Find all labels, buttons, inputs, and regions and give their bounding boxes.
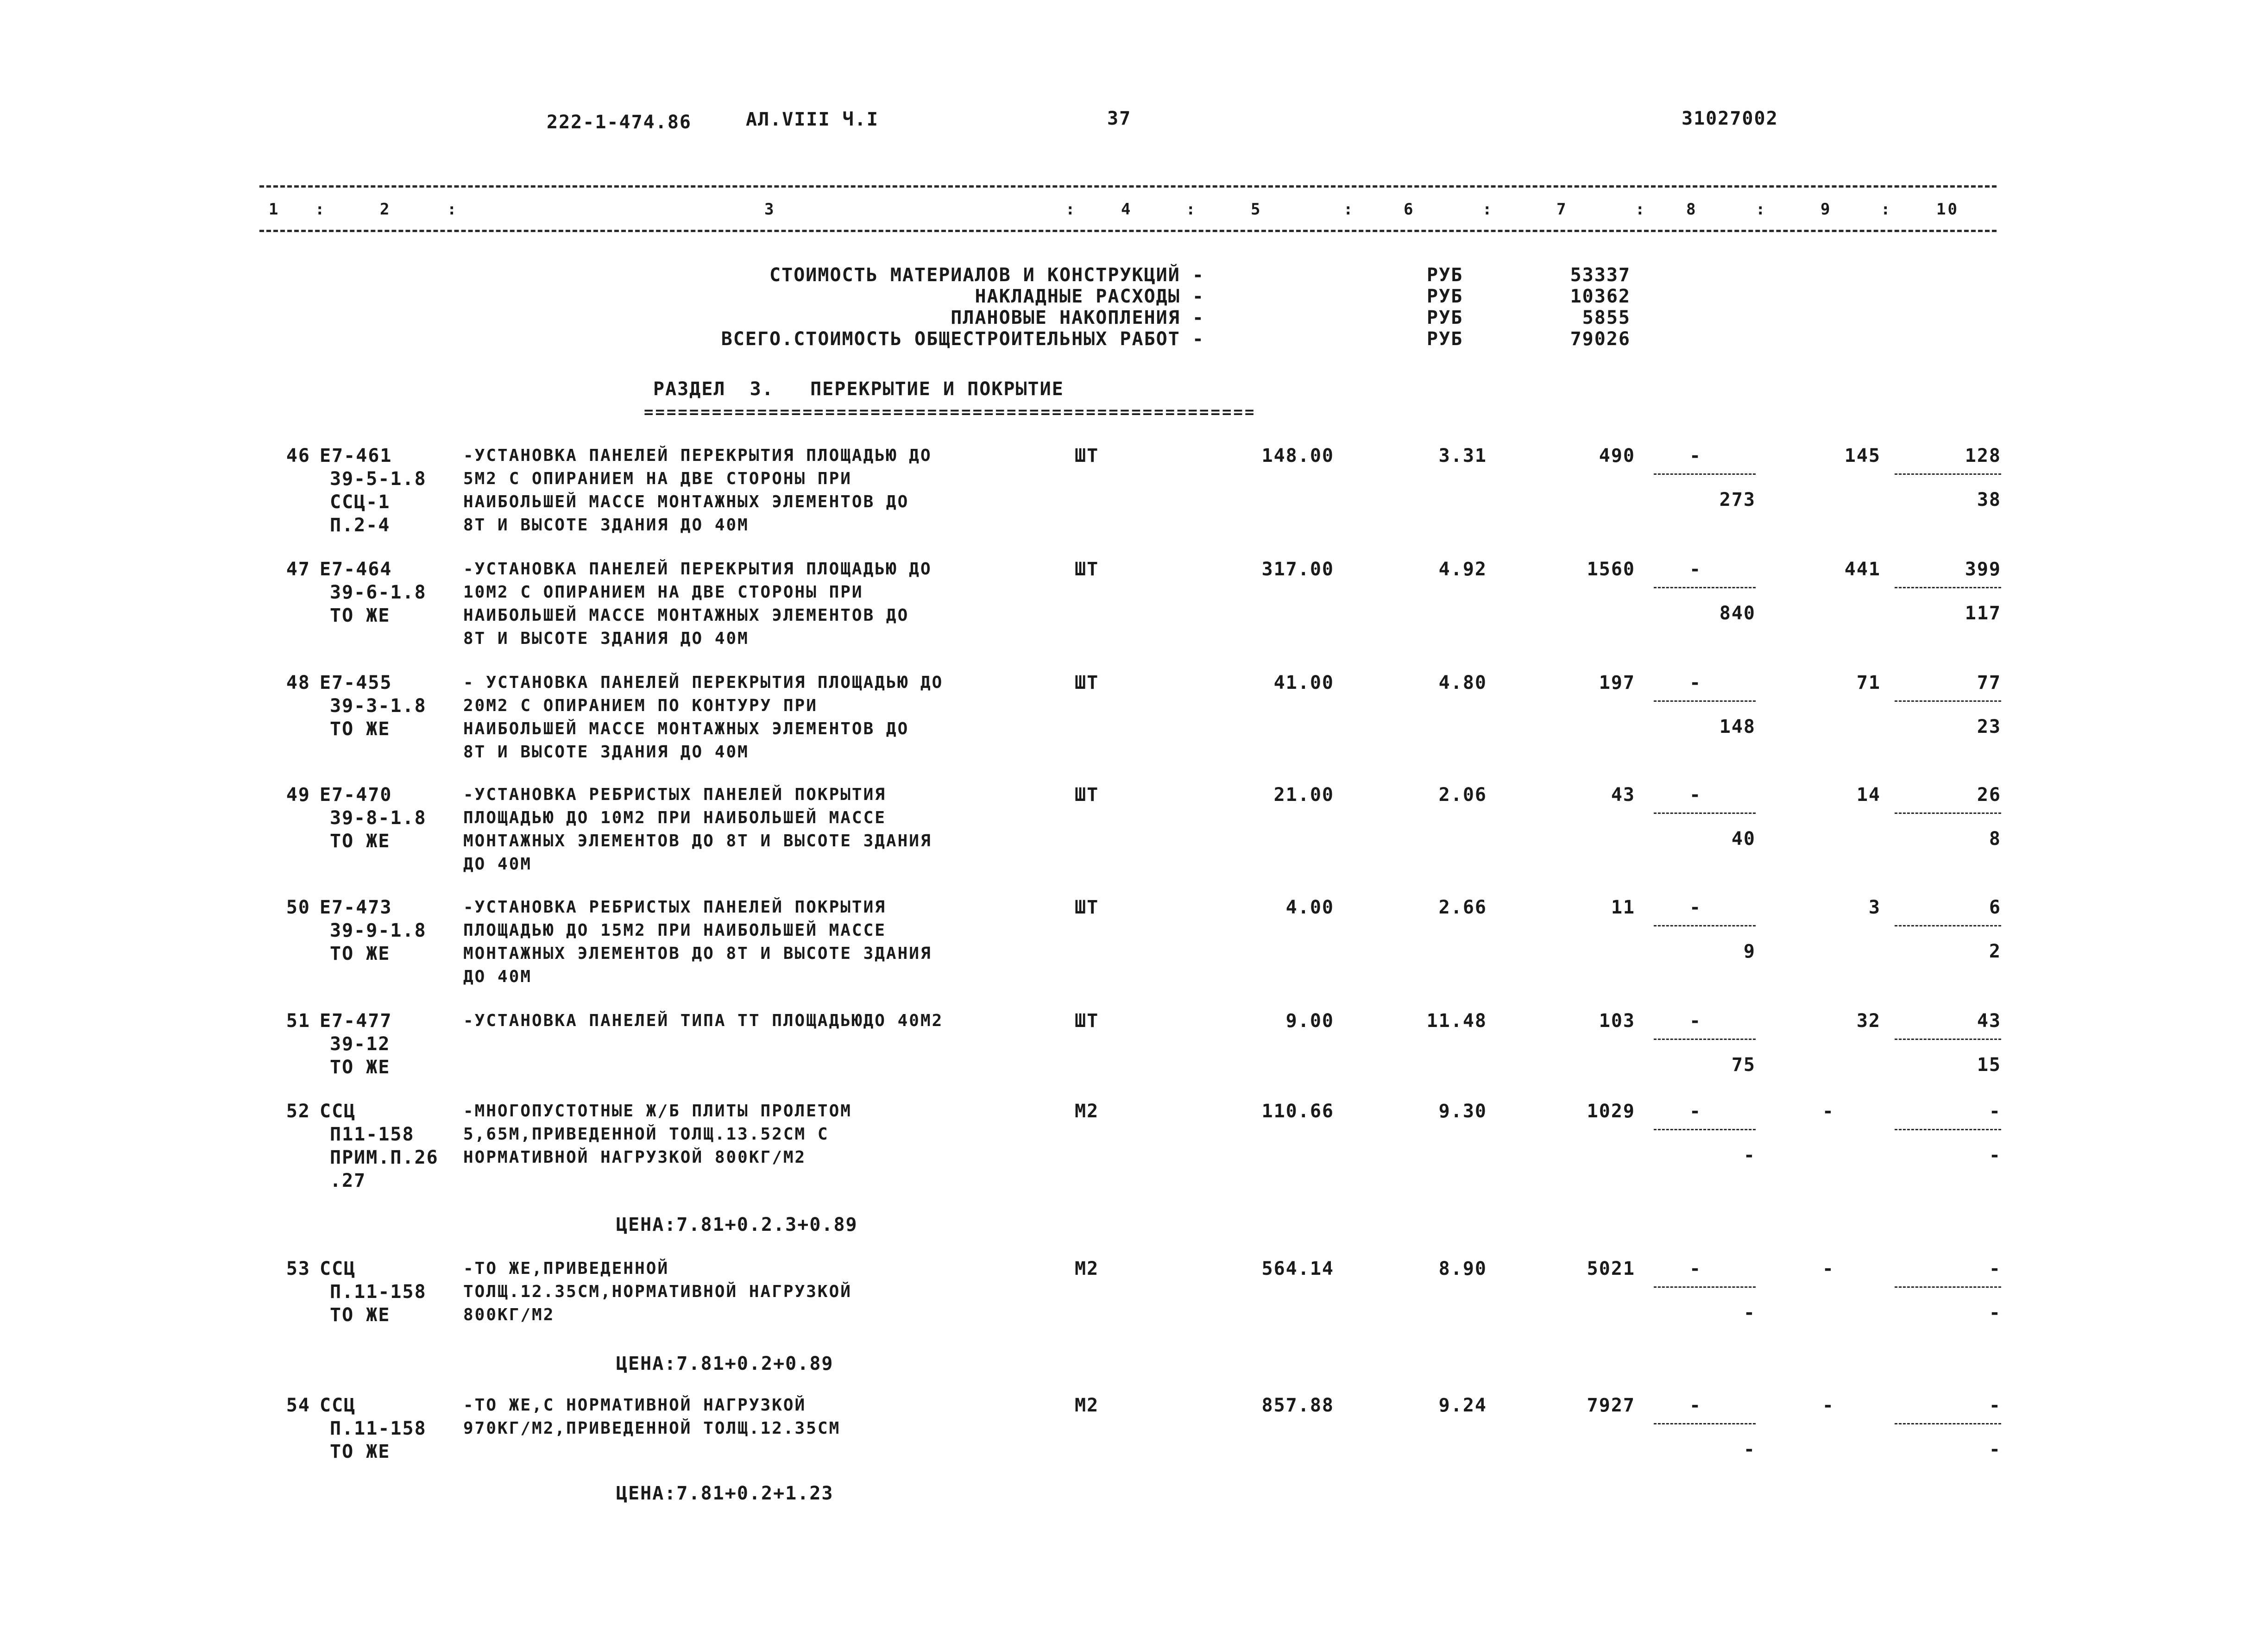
row-description: -УСТАНОВКА ПАНЕЛЕЙ ТИПА ТТ ПЛОЩАДЬЮДО 40М2: [463, 1011, 944, 1030]
summary-unit: РУБ: [1427, 265, 1463, 286]
row-code: ССЦ-1: [330, 491, 391, 513]
row-number: 49: [286, 784, 310, 806]
column-number-6: 6: [1404, 200, 1415, 219]
row-col10-bottom: 23: [1977, 716, 2001, 737]
row-code: П11-158: [330, 1124, 415, 1145]
row-col10-bottom: -: [1989, 1145, 2001, 1166]
row-code: П.2-4: [330, 515, 391, 536]
row-code: П.11-158: [330, 1281, 427, 1303]
row-total: 43: [1611, 784, 1635, 806]
row-code: ТО ЖЕ: [330, 1057, 391, 1078]
row-col10-top: -: [1989, 1395, 2001, 1416]
row-unit: ШТ: [1075, 1010, 1099, 1032]
row-description: -МНОГОПУСТОТНЫЕ Ж/Б ПЛИТЫ ПРОЛЕТОМ: [463, 1102, 852, 1121]
row-price-note: ЦЕНА:7.81+0.2+1.23: [616, 1483, 834, 1504]
column-separator: :: [1065, 200, 1077, 219]
row-col8-bottom: 9: [1743, 941, 1756, 962]
row-unit: ШТ: [1075, 784, 1099, 806]
row-code: Е7-470: [320, 784, 392, 806]
row-col10-bottom: -: [1989, 1439, 2001, 1460]
row-description: МОНТАЖНЫХ ЭЛЕМЕНТОВ ДО 8Т И ВЫСОТЕ ЗДАНИЯ: [463, 944, 932, 963]
row-col9: 441: [1844, 559, 1881, 580]
row-description: 20М2 С ОПИРАНИЕМ ПО КОНТУРУ ПРИ: [463, 696, 818, 715]
column-number-2: 2: [380, 200, 391, 219]
summary-value: 79026: [1570, 328, 1631, 350]
row-quantity: 317.00: [1261, 559, 1334, 580]
row-col9: -: [1822, 1258, 1834, 1279]
row-quantity: 564.14: [1261, 1258, 1334, 1279]
row-unit-price: 11.48: [1426, 1010, 1487, 1032]
row-col10-fraction-rule: [1895, 700, 2001, 702]
row-col10-bottom: 2: [1989, 941, 2001, 962]
row-code: 39-6-1.8: [330, 582, 427, 603]
row-col9: 71: [1856, 672, 1881, 693]
row-total: 5021: [1587, 1258, 1635, 1279]
summary-value: 10362: [1570, 286, 1631, 307]
summary-unit: РУБ: [1427, 328, 1463, 350]
row-unit: ШТ: [1075, 672, 1099, 693]
row-description: -ТО ЖЕ,ПРИВЕДЕННОЙ: [463, 1259, 669, 1278]
row-quantity: 148.00: [1261, 445, 1334, 466]
row-code: П.11-158: [330, 1418, 427, 1439]
row-col8-top: -: [1689, 1395, 1702, 1416]
row-quantity: 857.88: [1261, 1395, 1334, 1416]
row-number: 52: [286, 1101, 310, 1122]
row-col10-bottom: 15: [1977, 1054, 2001, 1076]
column-separator: :: [1635, 200, 1647, 219]
row-description: 10М2 С ОПИРАНИЕМ НА ДВЕ СТОРОНЫ ПРИ: [463, 583, 863, 602]
row-code: ТО ЖЕ: [330, 605, 391, 626]
row-col8-bottom: -: [1743, 1302, 1756, 1323]
doc-number: 31027002: [1682, 108, 1778, 129]
summary-value: 53337: [1570, 265, 1631, 286]
row-col8-bottom: 273: [1719, 489, 1756, 510]
row-description: -УСТАНОВКА ПАНЕЛЕЙ ПЕРЕКРЫТИЯ ПЛОЩАДЬЮ ДО: [463, 560, 932, 579]
row-col10-top: 43: [1977, 1010, 2001, 1032]
row-price-note: ЦЕНА:7.81+0.2+0.89: [616, 1353, 834, 1374]
row-description: -УСТАНОВКА ПАНЕЛЕЙ ПЕРЕКРЫТИЯ ПЛОЩАДЬЮ ДО: [463, 446, 932, 465]
row-col10-fraction-rule: [1895, 1423, 2001, 1424]
row-code: ПРИМ.П.26: [330, 1147, 439, 1168]
row-description: НОРМАТИВНОЙ НАГРУЗКОЙ 800КГ/М2: [463, 1148, 806, 1167]
column-number-9: 9: [1821, 200, 1832, 219]
row-total: 11: [1611, 897, 1635, 918]
row-description: - УСТАНОВКА ПАНЕЛЕЙ ПЕРЕКРЫТИЯ ПЛОЩАДЬЮ ДО: [463, 673, 944, 692]
row-price-note: ЦЕНА:7.81+0.2.3+0.89: [616, 1214, 858, 1235]
column-separator: :: [1756, 200, 1767, 219]
row-unit-price: 9.24: [1438, 1395, 1487, 1416]
row-col8-top: -: [1689, 1258, 1702, 1279]
row-col10-top: 26: [1977, 784, 2001, 806]
row-code: ТО ЖЕ: [330, 1304, 391, 1326]
row-quantity: 41.00: [1273, 672, 1334, 693]
row-unit-price: 4.80: [1438, 672, 1487, 693]
row-quantity: 21.00: [1273, 784, 1334, 806]
row-unit: М2: [1075, 1395, 1099, 1416]
row-col10-fraction-rule: [1895, 812, 2001, 814]
summary-label: СТОИМОСТЬ МАТЕРИАЛОВ И КОНСТРУКЦИЙ -: [769, 265, 1204, 286]
row-col10-bottom: -: [1989, 1302, 2001, 1323]
row-quantity: 9.00: [1285, 1010, 1334, 1032]
row-quantity: 110.66: [1261, 1101, 1334, 1122]
row-unit-price: 4.92: [1438, 559, 1487, 580]
page-number: 37: [1107, 108, 1132, 129]
summary-label: ПЛАНОВЫЕ НАКОПЛЕНИЯ -: [951, 307, 1204, 328]
row-col9: -: [1822, 1101, 1834, 1122]
row-col10-fraction-rule: [1895, 1039, 2001, 1040]
row-code: 39-3-1.8: [330, 695, 427, 717]
section-title-underline: ======================================================: [644, 403, 1256, 422]
row-col8-fraction-rule: [1654, 1129, 1756, 1130]
row-col10-top: 77: [1977, 672, 2001, 693]
row-number: 47: [286, 559, 310, 580]
row-col9: 32: [1856, 1010, 1881, 1032]
row-col8-bottom: 840: [1719, 603, 1756, 624]
row-quantity: 4.00: [1285, 897, 1334, 918]
column-number-4: 4: [1121, 200, 1133, 219]
row-col10-top: -: [1989, 1101, 2001, 1122]
row-code: Е7-464: [320, 559, 392, 580]
row-unit: ШТ: [1075, 445, 1099, 466]
row-col8-fraction-rule: [1654, 1423, 1756, 1424]
row-code: ТО ЖЕ: [330, 943, 391, 964]
row-code: 39-12: [330, 1033, 391, 1055]
row-col10-bottom: 117: [1965, 603, 2001, 624]
row-col8-bottom: -: [1743, 1439, 1756, 1460]
row-col8-top: -: [1689, 897, 1702, 918]
row-unit-price: 2.06: [1438, 784, 1487, 806]
summary-unit: РУБ: [1427, 286, 1463, 307]
summary-label: ВСЕГО.СТОИМОСТЬ ОБЩЕСТРОИТЕЛЬНЫХ РАБОТ -: [721, 328, 1204, 350]
row-col8-top: -: [1689, 559, 1702, 580]
row-col10-top: 6: [1989, 897, 2001, 918]
row-code: 39-5-1.8: [330, 468, 427, 490]
row-number: 48: [286, 672, 310, 693]
row-col8-top: -: [1689, 672, 1702, 693]
row-col10-bottom: 38: [1977, 489, 2001, 510]
row-col8-top: -: [1689, 784, 1702, 806]
row-code: ССЦ: [320, 1101, 356, 1122]
row-description: МОНТАЖНЫХ ЭЛЕМЕНТОВ ДО 8Т И ВЫСОТЕ ЗДАНИЯ: [463, 831, 932, 850]
row-code: Е7-455: [320, 672, 392, 693]
row-col8-top: -: [1689, 445, 1702, 466]
row-number: 46: [286, 445, 310, 466]
row-col10-top: 128: [1965, 445, 2001, 466]
row-code: ССЦ: [320, 1258, 356, 1279]
row-col8-fraction-rule: [1654, 812, 1756, 814]
row-total: 1560: [1587, 559, 1635, 580]
column-number-5: 5: [1251, 200, 1262, 219]
row-number: 53: [286, 1258, 310, 1279]
column-number-3: 3: [764, 200, 776, 219]
row-code: 39-9-1.8: [330, 920, 427, 941]
row-code: Е7-473: [320, 897, 392, 918]
row-col8-bottom: 75: [1731, 1054, 1756, 1076]
row-description: 5М2 С ОПИРАНИЕМ НА ДВЕ СТОРОНЫ ПРИ: [463, 469, 852, 488]
summary-label: НАКЛАДНЫЕ РАСХОДЫ -: [975, 286, 1204, 307]
row-col10-top: -: [1989, 1258, 2001, 1279]
row-col8-fraction-rule: [1654, 1286, 1756, 1288]
row-unit-price: 9.30: [1438, 1101, 1487, 1122]
row-col8-top: -: [1689, 1101, 1702, 1122]
row-description: ТОЛЩ.12.35СМ,НОРМАТИВНОЙ НАГРУЗКОЙ: [463, 1282, 852, 1301]
row-description: НАИБОЛЬШЕЙ МАССЕ МОНТАЖНЫХ ЭЛЕМЕНТОВ ДО: [463, 492, 909, 511]
row-description: -УСТАНОВКА РЕБРИСТЫХ ПАНЕЛЕЙ ПОКРЫТИЯ: [463, 785, 886, 804]
column-separator: :: [1186, 200, 1197, 219]
column-number-1: 1: [269, 200, 280, 219]
row-description: ПЛОЩАДЬЮ ДО 10М2 ПРИ НАИБОЛЬШЕЙ МАССЕ: [463, 808, 886, 827]
column-number-8: 8: [1686, 200, 1698, 219]
row-col8-bottom: -: [1743, 1145, 1756, 1166]
row-unit: М2: [1075, 1101, 1099, 1122]
column-header-bottom-rule: [259, 230, 1997, 232]
row-col8-bottom: 40: [1731, 828, 1756, 850]
row-col8-bottom: 148: [1719, 716, 1756, 737]
row-unit: ШТ: [1075, 897, 1099, 918]
row-col10-fraction-rule: [1895, 1286, 2001, 1288]
row-col9: -: [1822, 1395, 1834, 1416]
row-description: НАИБОЛЬШЕЙ МАССЕ МОНТАЖНЫХ ЭЛЕМЕНТОВ ДО: [463, 606, 909, 625]
column-separator: :: [447, 200, 459, 219]
row-col9: 14: [1856, 784, 1881, 806]
row-description: 800КГ/М2: [463, 1305, 555, 1324]
row-description: -УСТАНОВКА РЕБРИСТЫХ ПАНЕЛЕЙ ПОКРЫТИЯ: [463, 898, 886, 917]
row-code: ТО ЖЕ: [330, 1441, 391, 1462]
row-col8-fraction-rule: [1654, 587, 1756, 588]
row-col8-top: -: [1689, 1010, 1702, 1032]
row-col10-fraction-rule: [1895, 1129, 2001, 1130]
row-description: 8Т И ВЫСОТЕ ЗДАНИЯ ДО 40М: [463, 743, 749, 762]
row-col10-bottom: 8: [1989, 828, 2001, 850]
row-description: 5,65М,ПРИВЕДЕННОЙ ТОЛЩ.13.52СМ С: [463, 1125, 829, 1144]
row-col8-fraction-rule: [1654, 1039, 1756, 1040]
doc-code: 222-1-474.86: [547, 112, 692, 133]
row-col8-fraction-rule: [1654, 700, 1756, 702]
row-col10-top: 399: [1965, 559, 2001, 580]
row-description: НАИБОЛЬШЕЙ МАССЕ МОНТАЖНЫХ ЭЛЕМЕНТОВ ДО: [463, 719, 909, 738]
row-code: Е7-461: [320, 445, 392, 466]
row-description: ДО 40М: [463, 967, 532, 986]
row-total: 103: [1599, 1010, 1635, 1032]
row-total: 7927: [1587, 1395, 1635, 1416]
row-col8-fraction-rule: [1654, 473, 1756, 475]
column-separator: :: [1881, 200, 1892, 219]
row-code: ТО ЖЕ: [330, 718, 391, 740]
row-number: 54: [286, 1395, 310, 1416]
row-col8-fraction-rule: [1654, 925, 1756, 926]
row-description: ДО 40М: [463, 855, 532, 874]
summary-value: 5855: [1582, 307, 1631, 328]
row-total: 1029: [1587, 1101, 1635, 1122]
row-unit-price: 8.90: [1438, 1258, 1487, 1279]
album-ref: АЛ.VIII Ч.I: [746, 109, 879, 130]
row-code: ССЦ: [320, 1395, 356, 1416]
row-col10-fraction-rule: [1895, 587, 2001, 588]
row-unit-price: 3.31: [1438, 445, 1487, 466]
row-code: Е7-477: [320, 1010, 392, 1032]
row-code: 39-8-1.8: [330, 807, 427, 829]
section-title: РАЗДЕЛ 3. ПЕРЕКРЫТИЕ И ПОКРЫТИЕ: [653, 378, 1064, 400]
row-description: ПЛОЩАДЬЮ ДО 15М2 ПРИ НАИБОЛЬШЕЙ МАССЕ: [463, 921, 886, 940]
row-unit: М2: [1075, 1258, 1099, 1279]
row-total: 197: [1599, 672, 1635, 693]
column-number-10: 10: [1936, 200, 1959, 219]
row-unit: ШТ: [1075, 559, 1099, 580]
row-description: 970КГ/М2,ПРИВЕДЕННОЙ ТОЛЩ.12.35СМ: [463, 1419, 841, 1438]
row-total: 490: [1599, 445, 1635, 466]
column-number-7: 7: [1556, 200, 1568, 219]
summary-unit: РУБ: [1427, 307, 1463, 328]
row-number: 50: [286, 897, 310, 918]
row-unit-price: 2.66: [1438, 897, 1487, 918]
column-separator: :: [1343, 200, 1355, 219]
row-col10-fraction-rule: [1895, 925, 2001, 926]
row-description: 8Т И ВЫСОТЕ ЗДАНИЯ ДО 40М: [463, 629, 749, 648]
row-col10-fraction-rule: [1895, 473, 2001, 475]
row-code: .27: [330, 1170, 366, 1191]
row-col9: 3: [1868, 897, 1881, 918]
column-header-top-rule: [259, 185, 1997, 188]
row-description: 8Т И ВЫСОТЕ ЗДАНИЯ ДО 40М: [463, 516, 749, 535]
column-separator: :: [1482, 200, 1494, 219]
row-description: -ТО ЖЕ,С НОРМАТИВНОЙ НАГРУЗКОЙ: [463, 1396, 806, 1415]
row-number: 51: [286, 1010, 310, 1032]
row-code: ТО ЖЕ: [330, 831, 391, 852]
column-separator: :: [315, 200, 327, 219]
row-col9: 145: [1844, 445, 1881, 466]
